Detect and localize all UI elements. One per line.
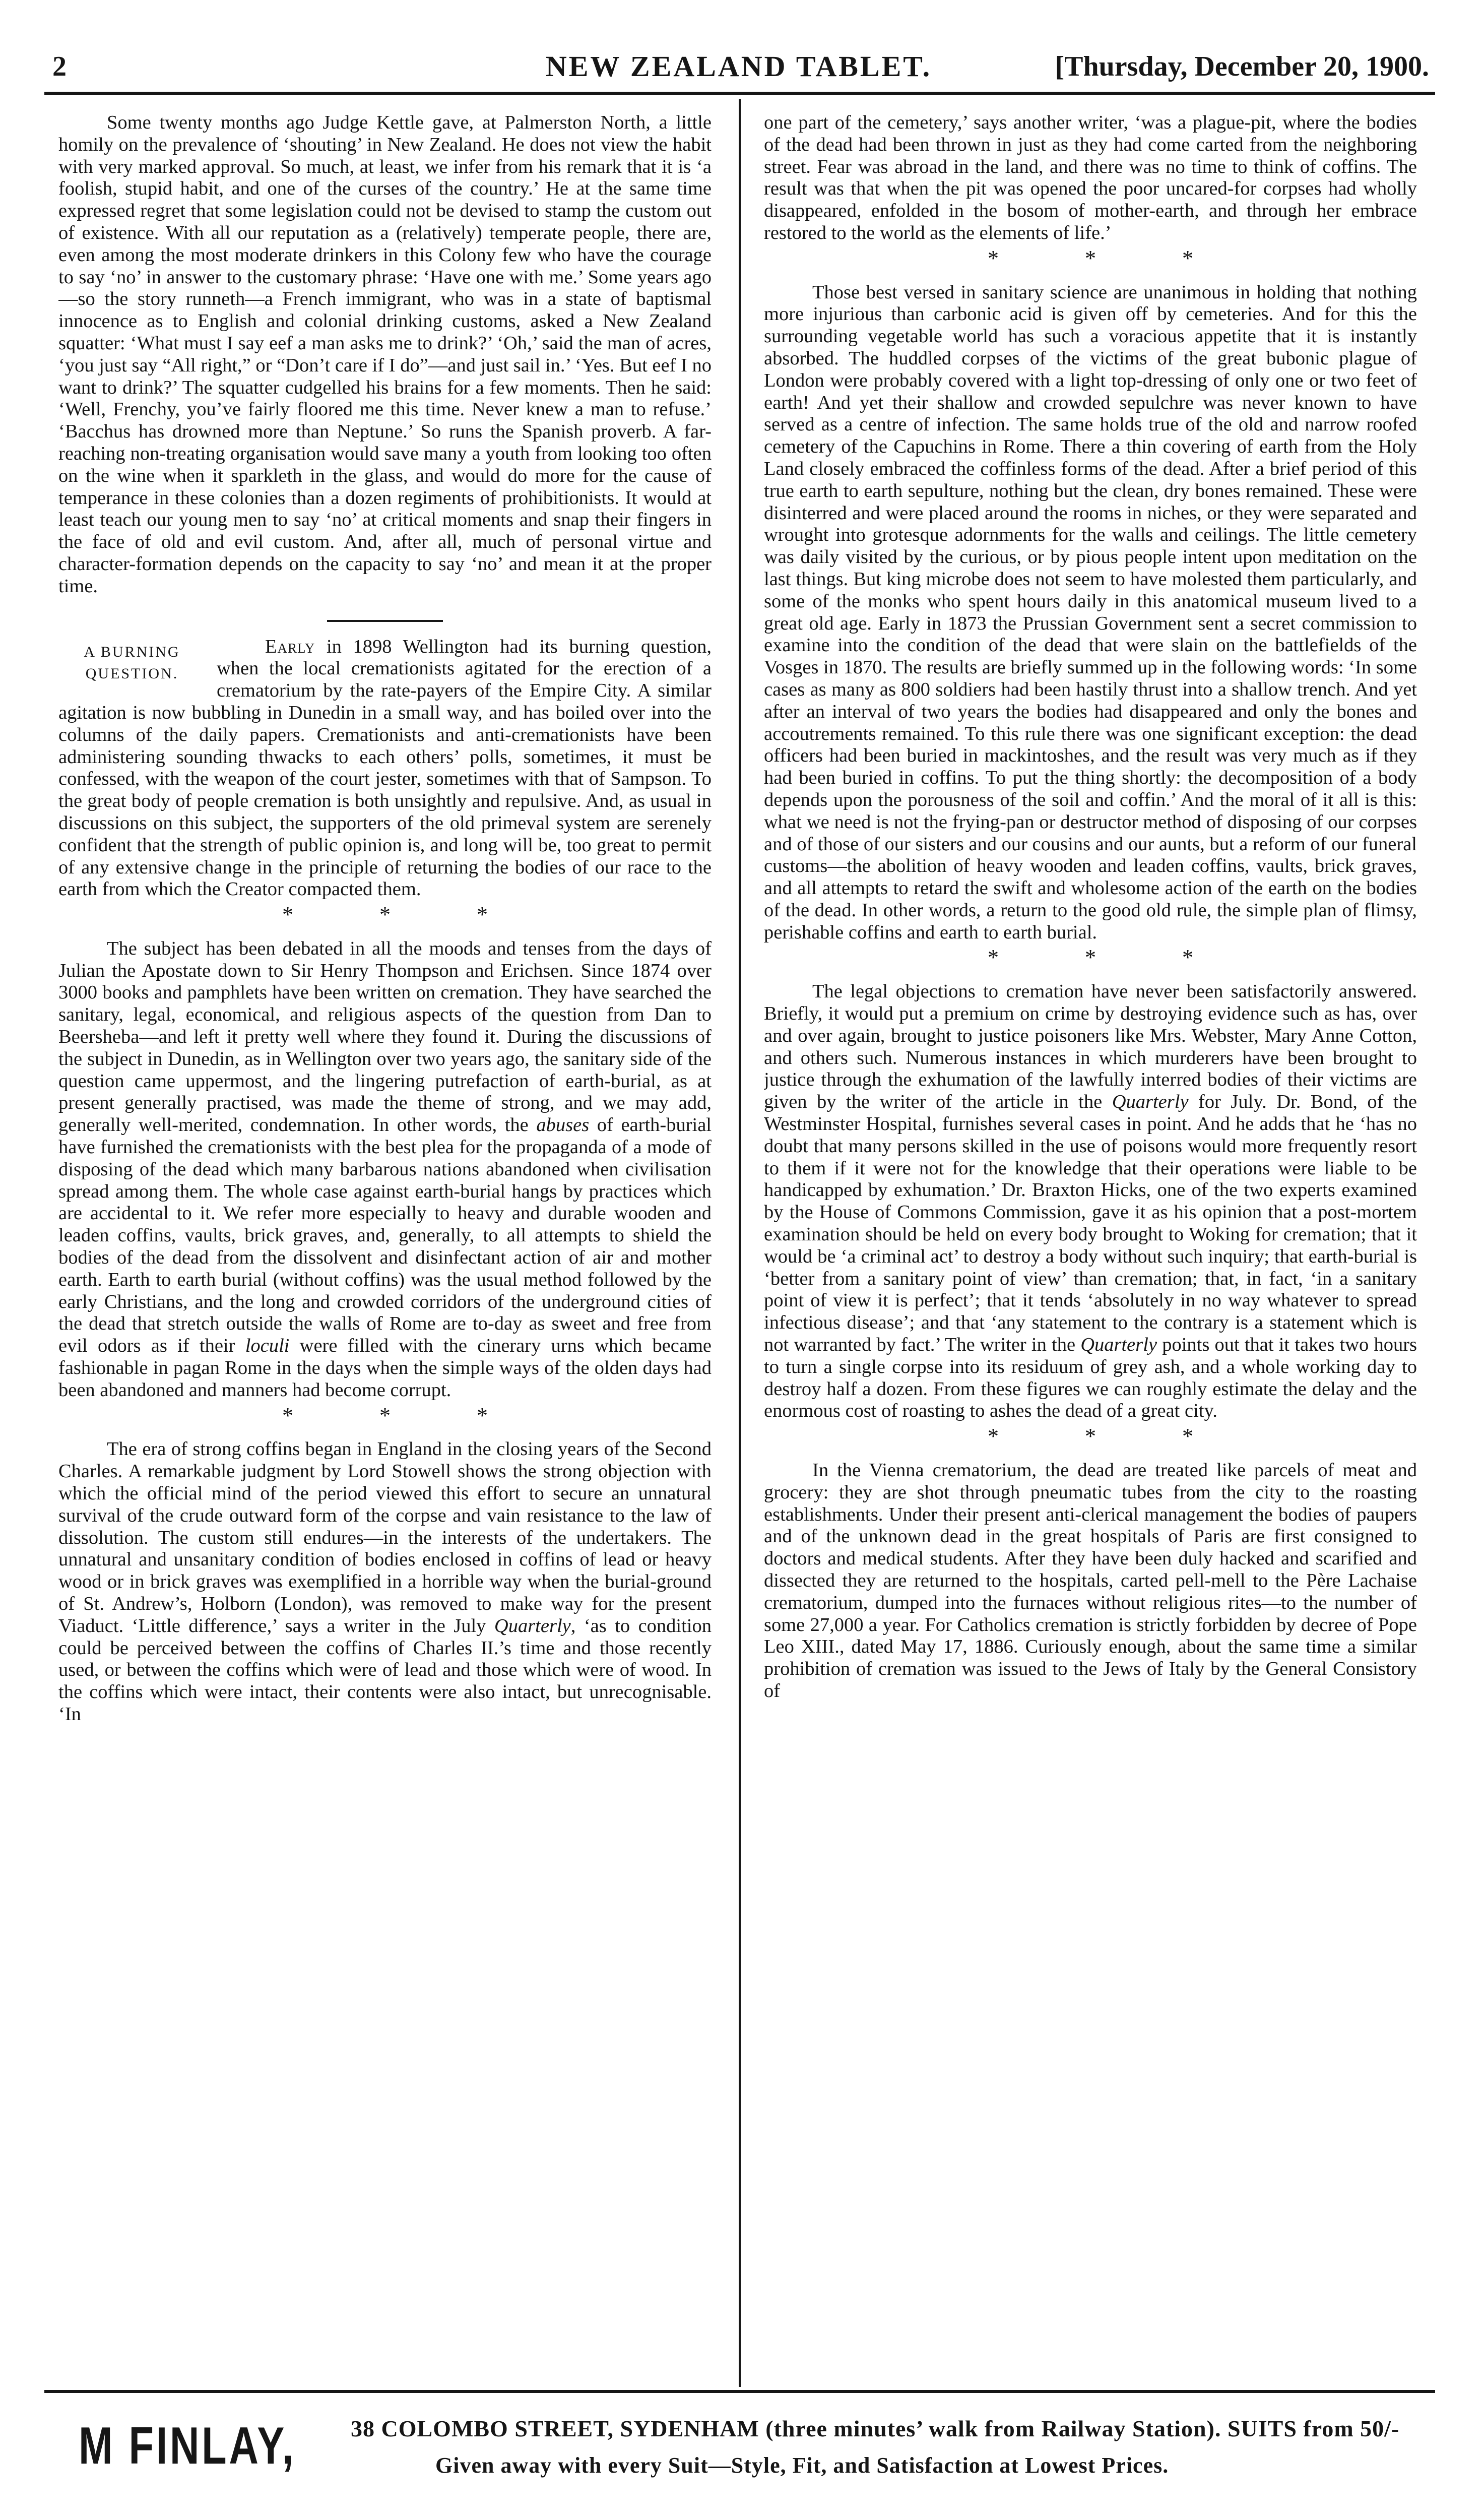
article-paragraph-debated [58,938,712,1402]
section-stars: * * * [282,902,488,927]
advertisement-address: 38 COLOMBO STREET, SYDENHAM (three minutes’ walk from Railway Station). SUITS from 50/- [351,2416,1400,2441]
side-heading [58,641,208,684]
italic-text: Quarterly [1112,1091,1189,1113]
burning-question-section [58,636,712,901]
paragraph-text: , ‘as to condition could be perceived between the coffins of Charles II.’s time and those recently used, or between the coffins which were of lead and those which were of wood. In the coffins which were intact, their contents were also intact, but unrecognisable. ‘In [58,1615,712,1725]
paragraph-text: for July. Dr. Bond, of the Westminster Hospital, furnishes several cases in point. And he adds that he ‘has no doubt that many persons skilled in the use of poisons would more frequently resort to them if it were not for the knowledge that their operations were liable to be handicapped by exhumation.’ Dr. Braxton Hicks, one of the two experts examined by the House of Commons Commission, gave it as his opinion that a post-mortem examination should be held on every body brought to Woking for cremation; that it would be ‘a criminal act’ to destroy a body without such inquiry; that earth-burial is ‘better from a sanitary point of view’ than cremation; that, in fact, ‘in a sanitary point of view it is perfect’; that it tends ‘absolutely in no way whatever to spread infectious disease’; and that ‘any statement to the contrary is a statement which is not warranted by fact.’ The writer in the [764,1091,1417,1356]
article-paragraph-burning-question [58,636,712,901]
left-column [58,112,712,2350]
paragraph-text: The era of strong coffins began in England in the closing years of the Second Charles. A remarkable judgment by Lord Stowell shows the strong objection with which the official mind of the period viewed this effort to secure an unnatural survival of the crude outward form of the corpse and vain resistance to the law of dissolution. The custom still endures—in the interests of the undertakers. The unnatural and unsanitary condition of bodies enclosed in coffins of lead or heavy wood or in brick graves was exemplified in a horrible way when the burial-ground of St. Andrew’s, Holborn (London), was removed to make way for the present Viaduct. ‘Little difference,’ says a writer in the July [58,1438,712,1637]
article-paragraph-strong-coffins [58,1438,712,1725]
section-stars: * * * [988,945,1193,970]
article-paragraph-vienna: In the Vienna crematorium, the dead are treated like parcels of meat and grocery: they are shot through pneumatic tubes from the city to the roasting establishments. Under their present anti-clerical management the bodies of paupers and of the unknown dead in the great hospitals of Paris are first consigned to doctors and medical students. After they have been duly hacked and scarified and dissected they are returned to the hospitals, carted pell-mell to the Père Lachaise crematorium, dumped into the furnaces without religious rites—to the number of some 27,000 a year. For Catholics cremation is strictly forbidden by decree of Pope Leo XIII., dated May 17, 1886. Curiously enough, about the same time a similar prohibition of cremation was issued to the Jews of Italy by the General Consistory of [764,1460,1417,1702]
article-paragraph-sanitary-science: Those best versed in sanitary science are unanimous in holding that nothing more injurious than carbonic acid is given off by cemeteries. And for this the surrounding vegetable world has such a voracious appetite that it is instantly absorbed. The huddled corpses of the victims of the great bubonic plague of London were probably covered with a light top-dressing of only one or two feet of earth! And yet their shallow and crowded sepulchre was never known to have served as a centre of infection. The same holds true of the old and narrow roofed cemetery of the Capuchins in Rome. There a thin covering of earth from the Holy Land closely embraced the coffinless forms of the dead. After a brief period of this true earth to earth sepulture, nothing but the clean, dry bones remained. These were disinterred and were placed around the rooms in niches, or they were separated and wrought into grotesque adornments for the walls and ceilings. The little cemetery was daily visited by the curious, or by pious people intent upon meditation on the last things. But king microbe does not seem to have molested them particularly, and some of the monks who spent hours daily in this anatomical museum lived to a great old age. Early in 1873 the Prussian Government sent a secret commission to examine into the condition of the dead that were slain on the battlefields of the Vosges in 1870. The results are briefly summed up in the following words: ‘In some cases as many as 800 soldiers had been hastily thrust into a shallow trench. And yet after an interval of two years the bodies had disappeared and only the bones and accoutrements remained. To this rule there was one significant exception: the dead officers had been buried in mackintoshes, and the result was very much as if they had been buried in coffins. To put the thing shortly: the decomposition of a body depends upon the porousness of the soil and coffin.’ And the moral of it all is this: what we need is not the frying-pan or destructor method of disposing of our corpses and of those of our sisters and our cousins and our aunts, but a reform of our funeral customs—the abolition of heavy wooden and leaden coffins, vaults, brick graves, and all attempts to retard the swift and wholesome action of the earth on the bodies of the dead. In other words, a return to the good old rule, the simple plan of flimsy, perishable coffins and earth to earth burial. [764,281,1417,943]
section-stars: * * * [988,245,1193,271]
article-paragraph-legal-objections [764,981,1417,1422]
article-paragraph-plague-pit: one part of the cemetery,’ says another writer, ‘was a plague-pit, where the bodies of the dead had been thrown in just as they had come carted from the neighboring street. Fear was abroad in the land, and there was no time to think of coffins. The result was that when the pit was opened the poor uncared-for corpses had wholly disappeared, enfolded in the bosom of mother-earth, and through her embrace restored to the world as the elements of life.’ [764,112,1417,243]
paragraph-text: points out that it takes two hours to turn a single corpse into its residuum of grey ash, and a whole working day to destroy half a dozen. From these figures we can roughly estimate the delay and the enormous cost of roasting to ashes the dead of a great city. [764,1334,1417,1422]
italic-text: Quarterly [1080,1334,1157,1356]
column-divider [739,99,741,2387]
paragraph-text: of earth-burial have furnished the cremationists with the best plea for the propaganda of a mode of disposing of the dead which many barbarous nations abandoned when civilisation spread among them. The whole case against earth-burial hangs by practices which are accidental to it. We refer more especially to heavy and durable wooden and leaden coffins, vaults, brick graves, and, generally, to all attempts to shield the bodies of the dead from the dissolvent and disinfectant action of air and mother earth. Earth to earth burial (without coffins) was the usual method followed by the early Christians, and the long and crowded corridors of the underground cities of the dead that stretch outside the walls of Rome are to-day as sweet and free from evil odors as if their [58,1114,712,1357]
side-heading-line-1: A BURNING [84,643,180,660]
advertisement-offer: Given away with every Suit—Style, Fit, and Satisfaction at Lowest Prices. [435,2453,1169,2478]
section-stars: * * * [282,1403,488,1428]
side-heading-line-2: QUESTION. [85,665,179,682]
footer-rule [44,2390,1435,2393]
header-rule [44,92,1435,95]
section-stars: * * * [988,1424,1193,1449]
newspaper-title: NEW ZEALAND TABLET. [545,50,932,83]
paragraph-text: in 1898 Wellington had its burning question, when the local cremationists agitated for the erection of a crematorium by the rate-payers of the Empire City. A similar agitation is now bubbling in Dunedin in a small way, and has boiled over into the columns of the daily papers. Cremationists and anti-cremationists have been administering sounding thwacks to each others’ polls, sometimes, it must be confessed, with the weapon of the court jester, sometimes with that of Sampson. To the great body of people cremation is both unsightly and repulsive. And, as usual in discussions on this subject, the supporters of the old primeval system are serenely confident that the strength of public opinion is, and long will be, too great to permit of any extensive change in the principle of returning the bodies of our race to the earth from which the Creator compacted them. [58,636,712,900]
lead-word: Early [265,636,315,657]
advertiser-name: M FINLAY, [79,2417,296,2475]
paragraph-text: The legal objections to cremation have never been satisfactorily answered. Briefly, it would put a premium on crime by destroying evidence such as has, over and over again, brought to justice poisoners like Mrs. Webster, Mary Anne Cotton, and others such. Numerous instances in which murderers have been brought to justice through the exhumation of the lawfully interred bodies of their victims are given by the writer of the article in the [764,981,1417,1113]
paragraph-text: were filled with the cinerary urns which became fashionable in pagan Rome in the days when the simple ways of the olden days had been abandoned and manners had become corrupt. [58,1335,712,1401]
page-header [48,46,1429,87]
right-column [764,112,1417,2350]
article-paragraph-shouting: Some twenty months ago Judge Kettle gave, at Palmerston North, a little homily on the prevalence of ‘shouting’ in New Zealand. He does not view the habit with very marked approval. So much, at least, we infer from his remark that it is ‘a foolish, stupid habit, and one of the curses of the country.’ He at the same time expressed regret that some legislation could not be devised to stamp the custom out of existence. With all our reputation as a (relatively) temperate people, there are, even among the most moderate drinkers in this Colony few who have the courage to say ‘no’ in answer to the customary phrase: ‘Have one with me.’ Some years ago—so the story runneth—a French immigrant, who was in a state of baptismal innocence as to English and colonial drinking customs, asked a New Zealand squatter: ‘What must I say eef a man asks me to drink?’ ‘Oh,’ said the man of acres, ‘you just say “All right,” or “Don’t care if I do”—and just sail in.’ ‘Yes. But eef I no want to drink?’ The squatter cudgelled his brains for a few moments. Then he said: ‘Well, Frenchy, you’ve fairly floored me this time. Never knew a man to refuse.’ ‘Bacchus has drowned more than Neptune.’ So runs the Spanish proverb. A far-reaching non-treating organisation would save many a youth from looking too often on the wine when it sparkleth in the glass, and would do more for the cause of temperance in these colonies than a dozen regiments of prohibitionists. It would at least teach our young men to say ‘no’ at critical moments and snap their fingers in the face of old and evil custom. And, after all, much of personal virtue and character-formation depends on the capacity to say ‘no’ and mean it at the proper time. [58,112,712,597]
page-number: 2 [52,51,67,82]
paragraph-text: The subject has been debated in all the moods and tenses from the days of Julian the Apostate down to Sir Henry Thompson and Erichsen. Since 1874 over 3000 books and pamphlets have been written on cremation. They have searched the sanitary, legal, economical, and religious aspects of the question from Dan to Beersheba—and left it pretty well where they found it. During the discussions of the subject in Dunedin, as in Wellington over two years ago, the sanitary side of the question came uppermost, and the lingering putrefaction of earth-burial, as at present generally practised, was made the theme of strong, and we may add, generally well-merited, condemnation. In other words, the [58,937,712,1136]
advertisement-footer [48,2404,1429,2505]
italic-text: Quarterly [494,1615,571,1637]
issue-date: [Thursday, December 20, 1900. [1055,51,1429,82]
section-rule [327,620,443,622]
italic-text: loculi [245,1335,290,1357]
italic-text: abuses [536,1114,590,1136]
